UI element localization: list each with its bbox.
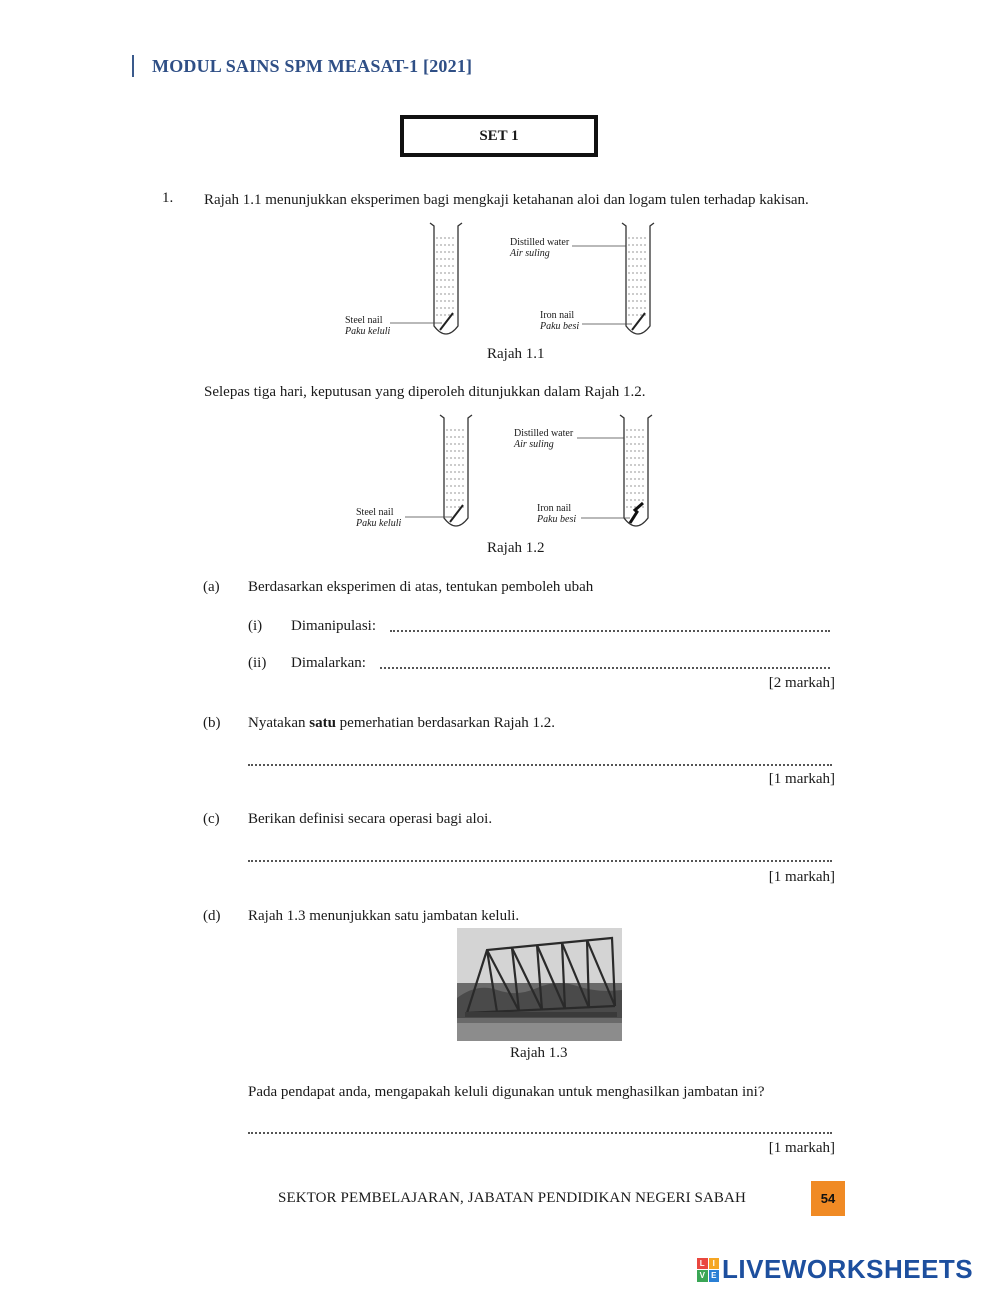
answer-line-d[interactable] [248,1132,832,1134]
steel-bridge-photo [457,928,622,1041]
after-text: Selepas tiga hari, keputusan yang diperoleh ditunjukkan dalam Rajah 1.2. [204,384,646,400]
header-accent-bar [132,55,134,77]
part-b-text: Nyatakan satu pemerhatian berdasarkan Rajah 1.2. [248,715,555,731]
test-tube-right [622,223,654,334]
diagram3-caption: Rajah 1.3 [510,1045,568,1061]
part-a-label: (a) [203,579,220,595]
question-number: 1. [162,190,174,206]
steel-nail-icon [440,313,453,330]
part-c-label: (c) [203,811,220,827]
part-a-i-label: (i) [248,618,263,634]
answer-line-b[interactable] [248,764,832,766]
liveworksheets-grid-icon: L I V E [697,1258,719,1282]
diagram1-caption: Rajah 1.1 [487,346,545,362]
part-a-marks: [2 markah] [768,675,835,691]
liveworksheets-text: LIVEWORKSHEETS [722,1254,974,1284]
part-d-marks: [1 markah] [768,1140,835,1156]
part-d-label: (d) [203,908,221,924]
diagram2-water-label: Distilled water Air suling [514,428,574,450]
iron-nail-icon [632,313,645,330]
part-c-marks: [1 markah] [768,869,835,885]
module-title: MODUL SAINS SPM MEASAT-1 [2021] [152,56,473,76]
test-tube-left [430,223,462,334]
liveworksheets-logo [697,1254,973,1285]
set-label: SET 1 [479,127,519,144]
part-d-question: Pada pendapat anda, mengapakah keluli digunakan untuk menghasilkan jambatan ini? [248,1084,765,1100]
steel-nail-icon [450,505,463,522]
rusted-iron-nail-icon [630,503,643,523]
part-b-label: (b) [203,715,221,731]
part-a-text: Berdasarkan eksperimen di atas, tentukan pemboleh ubah [248,579,594,595]
part-c-text: Berikan definisi secara operasi bagi aloi. [248,811,493,827]
question-intro: Rajah 1.1 menunjukkan eksperimen bagi mengkaji ketahanan aloi dan logam tulen terhadap kakisan. [204,192,809,208]
part-a-ii-label: (ii) [248,655,267,671]
part-b-marks: [1 markah] [768,771,835,787]
diagram2-caption: Rajah 1.2 [487,540,545,556]
diagram1-iron-label: Iron nail Paku besi [540,310,580,332]
diagram1-water-label: Distilled water Air suling [510,237,570,259]
page-number-badge [811,1181,845,1216]
set-label-box [400,115,598,157]
answer-line-a-i[interactable] [390,630,830,632]
answer-line-a-ii[interactable] [380,667,830,669]
footer-text: SEKTOR PEMBELAJARAN, JABATAN PENDIDIKAN NEGERI SABAH [278,1190,746,1206]
diagram2-iron-label: Iron nail Paku besi [537,503,577,525]
test-tube-left [440,415,472,526]
page-number: 54 [820,1191,836,1206]
part-a-i-text: Dimanipulasi: [291,618,376,634]
diagram1-steel-label: Steel nail Paku keluli [345,315,391,337]
answer-line-c[interactable] [248,860,832,862]
part-a-ii-text: Dimalarkan: [291,655,366,671]
part-d-text: Rajah 1.3 menunjukkan satu jambatan keluli. [248,908,520,924]
diagram2-steel-label: Steel nail Paku keluli [356,507,402,529]
